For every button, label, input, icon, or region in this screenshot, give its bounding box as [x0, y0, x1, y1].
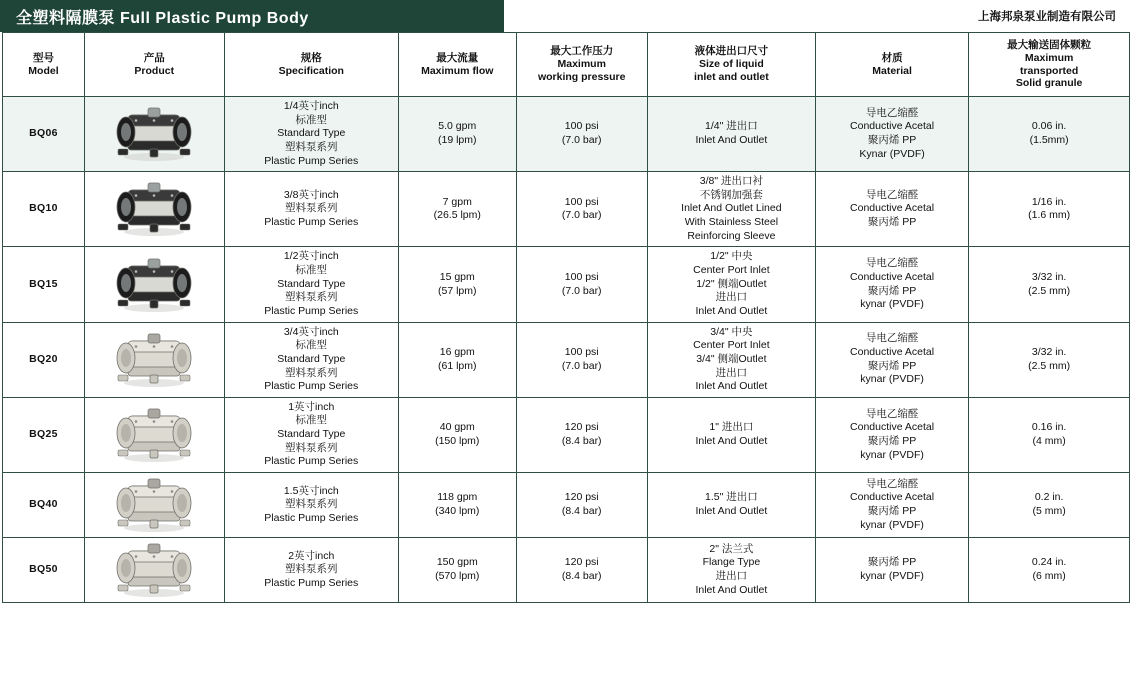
cell-size — [647, 322, 815, 397]
cell-mat — [815, 247, 968, 322]
cell-line: Conductive Acetal — [850, 346, 935, 359]
cell-product-image — [84, 397, 224, 472]
cell-line: Inlet And Outlet — [695, 583, 768, 596]
cell-line: 导电乙缩醛 — [865, 332, 919, 345]
cell-line: 1.5英寸inch — [283, 484, 339, 497]
cell-line: Conductive Acetal — [850, 491, 935, 504]
cell-flow — [398, 397, 516, 472]
cell-line: (7.0 bar) — [561, 284, 602, 297]
pump-illustration-svg — [106, 180, 202, 238]
cell-line: 1英寸inch — [288, 400, 335, 413]
cell-line: 进出口 — [715, 291, 748, 304]
cell-line: 1/4" 进出口 — [705, 120, 758, 133]
cell-line: 15 gpm — [439, 270, 475, 283]
column-header-cn: 最大工作压力 — [550, 45, 614, 58]
cell-line: 聚丙烯 PP — [867, 434, 917, 447]
cell-line: 3/32 in. — [1031, 346, 1067, 359]
cell-line: 1.5" 进出口 — [705, 491, 758, 504]
column-header-en: Size of liquid — [699, 58, 764, 71]
cell-line: 3/8" 进出口衬 — [699, 175, 763, 188]
cell-line: Standard Type — [277, 127, 346, 140]
cell-line: (4 mm) — [1032, 434, 1066, 447]
pump-icon — [87, 180, 222, 238]
cell-line: Conductive Acetal — [850, 120, 935, 133]
cell-line: 聚丙烯 PP — [867, 216, 917, 229]
pump-illustration-svg — [106, 331, 202, 389]
cell-press — [516, 397, 647, 472]
cell-line: Inlet And Outlet — [695, 505, 768, 518]
cell-line: Plastic Pump Series — [264, 216, 359, 229]
column-header-cn: 最大流量 — [436, 51, 479, 64]
cell-line: Kynar (PVDF) — [859, 147, 925, 160]
cell-spec — [224, 397, 398, 472]
cell-line: (7.0 bar) — [561, 209, 602, 222]
column-header-en: working pressure — [537, 70, 626, 83]
cell-mat — [815, 538, 968, 603]
cell-line: 导电乙缩醛 — [865, 257, 919, 270]
cell-line: 3/4英寸inch — [283, 325, 339, 338]
cell-size — [647, 538, 815, 603]
column-header-cn: 材质 — [881, 51, 903, 64]
cell-line: 导电乙缩醛 — [865, 106, 919, 119]
cell-line: (8.4 bar) — [561, 570, 602, 583]
cell-line: 塑料泵系列 — [285, 441, 338, 454]
cell-gran — [969, 397, 1130, 472]
cell-line: kynar (PVDF) — [860, 570, 924, 583]
cell-line: kynar (PVDF) — [860, 373, 924, 386]
cell-flow — [398, 322, 516, 397]
cell-line: Flange Type — [702, 556, 761, 569]
cell-spec — [224, 538, 398, 603]
cell-line: 标准型 — [295, 339, 328, 352]
cell-gran — [969, 322, 1130, 397]
cell-line: 导电乙缩醛 — [865, 477, 919, 490]
cell-size — [647, 172, 815, 247]
column-header-press — [516, 33, 647, 97]
cell-line: 塑料泵系列 — [285, 291, 338, 304]
cell-line: 7 gpm — [442, 195, 472, 208]
cell-line: 聚丙烯 PP — [867, 359, 917, 372]
cell-spec — [224, 322, 398, 397]
cell-line: 3/4" 侧端Outlet — [696, 352, 767, 365]
cell-line: Plastic Pump Series — [264, 511, 359, 524]
cell-line: 3/8英寸inch — [283, 188, 339, 201]
cell-model: BQ06 — [3, 97, 85, 172]
table-row — [3, 473, 1130, 538]
cell-line: 进出口 — [715, 366, 748, 379]
cell-line: 塑料泵系列 — [285, 140, 338, 153]
cell-line: (6 mm) — [1032, 570, 1066, 583]
cell-size — [647, 247, 815, 322]
cell-line: 5.0 gpm — [438, 120, 477, 133]
column-header-en: Maximum — [557, 58, 606, 71]
cell-mat — [815, 397, 968, 472]
column-header-cn: 液体进出口尺寸 — [694, 45, 769, 58]
cell-gran — [969, 172, 1130, 247]
cell-line: kynar (PVDF) — [860, 298, 924, 311]
cell-line: 进出口 — [715, 570, 748, 583]
cell-model: BQ50 — [3, 538, 85, 603]
company-name: 上海邦泉泵业制造有限公司 — [504, 0, 1132, 32]
cell-line: 0.2 in. — [1034, 491, 1064, 504]
cell-line: Inlet And Outlet — [695, 304, 768, 317]
cell-line: Standard Type — [277, 277, 346, 290]
cell-line: Reinforcing Sleeve — [687, 229, 776, 242]
cell-line: 150 gpm — [436, 556, 478, 569]
table-row — [3, 97, 1130, 172]
cell-flow — [398, 247, 516, 322]
column-header-product — [84, 33, 224, 97]
cell-size — [647, 97, 815, 172]
column-header-en: Model — [28, 64, 59, 77]
cell-product-image — [84, 322, 224, 397]
cell-line: (150 lpm) — [435, 434, 480, 447]
cell-spec — [224, 97, 398, 172]
cell-product-image — [84, 247, 224, 322]
specification-table — [2, 32, 1130, 603]
column-header-gran — [969, 33, 1130, 97]
column-header-en: transported — [1019, 64, 1079, 77]
column-header-cn: 产品 — [143, 51, 165, 64]
column-header-mat — [815, 33, 968, 97]
cell-model: BQ25 — [3, 397, 85, 472]
cell-line: (61 lpm) — [438, 359, 477, 372]
column-header-model — [3, 33, 85, 97]
cell-line: (2.5 mm) — [1028, 284, 1071, 297]
cell-line: Standard Type — [277, 428, 346, 441]
cell-line: Conductive Acetal — [850, 202, 935, 215]
cell-size — [647, 397, 815, 472]
cell-line: 聚丙烯 PP — [867, 556, 917, 569]
cell-model: BQ15 — [3, 247, 85, 322]
cell-line: 120 psi — [564, 421, 599, 434]
column-header-cn: 规格 — [300, 51, 322, 64]
cell-line: 塑料泵系列 — [285, 563, 338, 576]
column-header-flow — [398, 33, 516, 97]
cell-line: 1/2" 侧端Outlet — [696, 277, 767, 290]
table-row — [3, 538, 1130, 603]
cell-line: (340 lpm) — [435, 505, 480, 518]
cell-product-image — [84, 473, 224, 538]
cell-line: 标准型 — [295, 414, 328, 427]
cell-line: 120 psi — [564, 556, 599, 569]
cell-line: 标准型 — [295, 113, 328, 126]
cell-flow — [398, 97, 516, 172]
cell-flow — [398, 172, 516, 247]
column-header-spec — [224, 33, 398, 97]
cell-line: 聚丙烯 PP — [867, 505, 917, 518]
cell-line: 导电乙缩醛 — [865, 188, 919, 201]
cell-line: 塑料泵系列 — [285, 366, 338, 379]
column-header-en: Solid granule — [1015, 77, 1083, 90]
cell-product-image — [84, 172, 224, 247]
cell-line: (7.0 bar) — [561, 134, 602, 147]
cell-press — [516, 538, 647, 603]
column-header-en: inlet and outlet — [694, 70, 769, 83]
pump-icon — [87, 476, 222, 534]
page-title: 全塑料隔膜泵 Full Plastic Pump Body — [0, 0, 504, 32]
cell-line: Inlet And Outlet — [695, 434, 768, 447]
cell-gran — [969, 247, 1130, 322]
pump-illustration-svg — [106, 105, 202, 163]
column-header-en: Material — [872, 64, 912, 77]
column-header-cn: 型号 — [32, 51, 54, 64]
cell-line: Inlet And Outlet — [695, 134, 768, 147]
column-header-cn: 最大输送固体颗粒 — [1007, 38, 1092, 51]
cell-gran — [969, 538, 1130, 603]
cell-mat — [815, 97, 968, 172]
table-row — [3, 172, 1130, 247]
cell-line: 1/2" 中央 — [710, 250, 753, 263]
cell-gran — [969, 97, 1130, 172]
cell-press — [516, 247, 647, 322]
cell-line: 0.16 in. — [1031, 421, 1067, 434]
cell-line: 不锈钢加强套 — [699, 188, 763, 201]
cell-line: 100 psi — [564, 346, 599, 359]
cell-line: (26.5 lpm) — [433, 209, 481, 222]
pump-icon — [87, 256, 222, 314]
cell-line: 118 gpm — [437, 491, 478, 504]
cell-line: (19 lpm) — [438, 134, 477, 147]
cell-line: (8.4 bar) — [561, 505, 602, 518]
cell-line: 40 gpm — [439, 421, 475, 434]
cell-line: Plastic Pump Series — [264, 576, 359, 589]
cell-flow — [398, 473, 516, 538]
cell-spec — [224, 172, 398, 247]
cell-line: kynar (PVDF) — [860, 448, 924, 461]
table-row — [3, 322, 1130, 397]
cell-line: 1/16 in. — [1031, 195, 1067, 208]
cell-line: (1.5mm) — [1029, 134, 1069, 147]
page-header — [0, 0, 1132, 32]
column-header-en: Specification — [278, 64, 344, 77]
cell-line: 100 psi — [564, 195, 599, 208]
column-header-en: Maximum — [1024, 51, 1074, 64]
table-row — [3, 247, 1130, 322]
cell-line: kynar (PVDF) — [860, 518, 924, 531]
pump-illustration-svg — [106, 541, 202, 599]
column-header-en: Product — [134, 64, 175, 77]
table-header-row — [3, 33, 1130, 97]
cell-line: 16 gpm — [439, 346, 475, 359]
cell-gran — [969, 473, 1130, 538]
column-header-size — [647, 33, 815, 97]
column-header-en: Maximum flow — [421, 64, 494, 77]
cell-line: Plastic Pump Series — [264, 380, 359, 393]
cell-model: BQ40 — [3, 473, 85, 538]
cell-size — [647, 473, 815, 538]
cell-line: (5 mm) — [1032, 505, 1066, 518]
cell-line: Conductive Acetal — [850, 421, 935, 434]
cell-line: (2.5 mm) — [1028, 359, 1071, 372]
cell-line: (1.6 mm) — [1028, 209, 1071, 222]
pump-illustration-svg — [106, 406, 202, 464]
cell-model: BQ10 — [3, 172, 85, 247]
cell-line: 100 psi — [564, 120, 599, 133]
cell-press — [516, 473, 647, 538]
cell-line: 导电乙缩醛 — [865, 407, 919, 420]
cell-line: Plastic Pump Series — [264, 455, 359, 468]
cell-line: 0.24 in. — [1031, 556, 1067, 569]
cell-flow — [398, 538, 516, 603]
cell-line: 1/2英寸inch — [283, 250, 339, 263]
table-row — [3, 397, 1130, 472]
cell-line: Inlet And Outlet — [695, 380, 768, 393]
cell-line: 0.06 in. — [1031, 120, 1067, 133]
cell-line: (57 lpm) — [438, 284, 477, 297]
cell-product-image — [84, 538, 224, 603]
cell-line: Conductive Acetal — [850, 270, 935, 283]
cell-line: Standard Type — [277, 352, 346, 365]
cell-line: Plastic Pump Series — [264, 154, 359, 167]
pump-icon — [87, 406, 222, 464]
cell-spec — [224, 247, 398, 322]
cell-mat — [815, 322, 968, 397]
cell-spec — [224, 473, 398, 538]
cell-line: (8.4 bar) — [561, 434, 602, 447]
pump-icon — [87, 331, 222, 389]
cell-mat — [815, 473, 968, 538]
cell-press — [516, 97, 647, 172]
cell-line: (570 lpm) — [435, 570, 480, 583]
pump-illustration-svg — [106, 256, 202, 314]
pump-icon — [87, 541, 222, 599]
cell-model: BQ20 — [3, 322, 85, 397]
cell-line: Plastic Pump Series — [264, 304, 359, 317]
cell-product-image — [84, 97, 224, 172]
cell-mat — [815, 172, 968, 247]
pump-icon — [87, 105, 222, 163]
cell-line: 3/4" 中央 — [710, 325, 753, 338]
cell-line: 3/32 in. — [1031, 270, 1067, 283]
cell-line: 1/4英寸inch — [283, 100, 339, 112]
cell-line: With Stainless Steel — [684, 216, 779, 229]
cell-line: 2" 法兰式 — [709, 542, 754, 555]
cell-line: Center Port Inlet — [693, 264, 770, 277]
cell-line: 1" 进出口 — [709, 421, 754, 434]
cell-line: 2英寸inch — [288, 549, 335, 562]
cell-line: 标准型 — [295, 264, 328, 277]
cell-line: Center Port Inlet — [693, 339, 770, 352]
cell-line: 聚丙烯 PP — [867, 134, 917, 147]
cell-line: 100 psi — [564, 270, 599, 283]
cell-line: 塑料泵系列 — [285, 498, 338, 511]
cell-press — [516, 172, 647, 247]
cell-line: (7.0 bar) — [561, 359, 602, 372]
cell-line: 120 psi — [564, 491, 599, 504]
cell-line: 塑料泵系列 — [285, 202, 338, 215]
cell-line: Inlet And Outlet Lined — [681, 202, 782, 215]
cell-press — [516, 322, 647, 397]
pump-illustration-svg — [106, 476, 202, 534]
cell-line: 聚丙烯 PP — [867, 284, 917, 297]
